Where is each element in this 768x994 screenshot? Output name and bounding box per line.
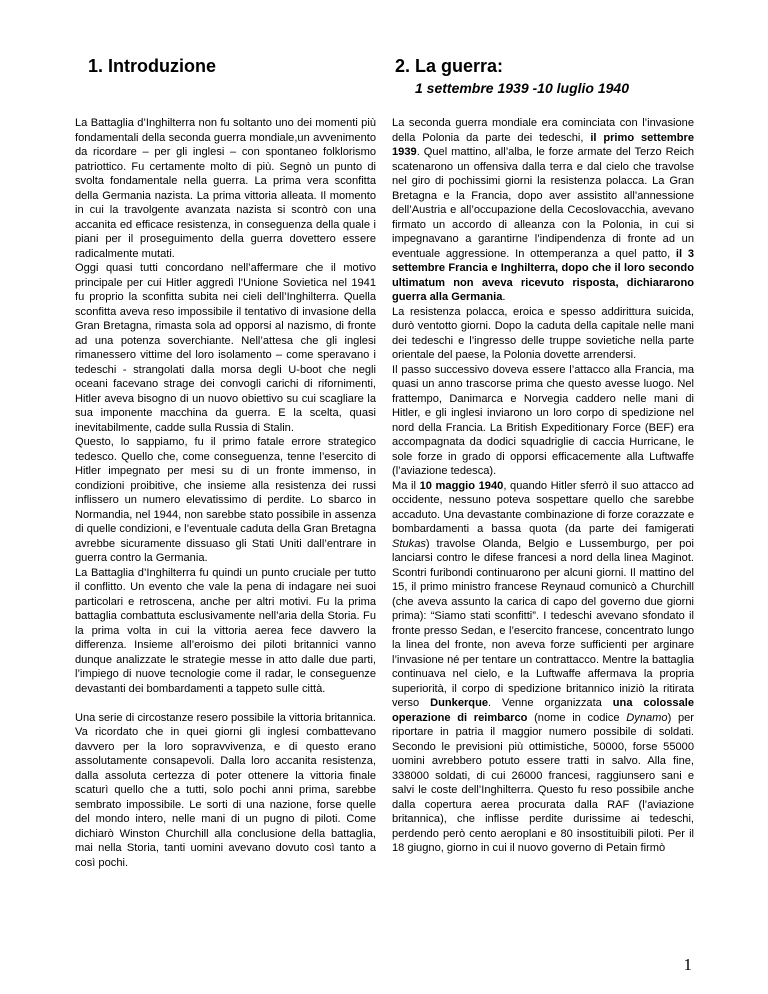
right-column-text	[392, 116, 694, 856]
paragraph: Il passo successivo doveva essere l’attacco alla Francia, ma quasi un anno trascorse prima che questo avesse luogo. Nel frattempo, Danimarca e Norvegia caddero nelle mani di Hitler, e gli inglesi inviarono un loro corpo di spedizione nel nord della Francia. La British Expeditionary Force (BEF) era accompagnata da dodici squadriglie di caccia Hurricane, le sole forze in grado di opporsi efficacemente alla Luftwaffe (l’aviazione tedesca).	[392, 363, 694, 477]
text-run: La seconda guerra mondiale era cominciata con l’invasione della Polonia da parte dei tedeschi,	[392, 117, 694, 144]
paragraph: Questo, lo sappiamo, fu il primo fatale errore strategico tedesco. Quello che, come conseguenza, tenne l’esercito di Hitler impegnato per mesi su di un fronte immenso, in condizioni proibitive, che insieme alla resistenza dei russi inflissero un numero elevatissimo di perdite. Lo sbarco in Normandia, nel 1944, non sarebbe stato possibile in assenza di quelle condizioni, e l’eventuale caduta della Gran Bretagna avrebbe sicuramente dissuaso gli Stati Uniti dall’entrare in guerra contro la Germania.	[75, 436, 376, 564]
text-run: ) travolse Olanda, Belgio e Lussemburgo, per poi lanciarsi contro le difese francesi a nord della linea Maginot. Scontri furibondi continuarono per alcuni giorni. Il mattino del 15, il primo ministro francese Reynaud comunicò a Churchill (che aveva assunto la carica di capo del governo due giorni prima): “Siamo stati sconfitti”. I tedeschi avevano sfondato il fronte presso Sedan, e l’esercito francese, concentrato lungo la linea del fronte, non aveva forze sufficienti per arginare l’invasione né per tentare un contrattacco. Mentre la battaglia continuava nel cielo, e la Luftwaffe affermava la propria superiorità, il corpo di spedizione britannico iniziò la ritirata verso	[392, 537, 694, 709]
text-run: Ma il	[392, 479, 420, 492]
paragraph	[392, 479, 694, 856]
bold-text: il 3 settembre Francia e Inghilterra, dopo che il loro secondo ultimatum non aveva ricevuto risposta, dichiararono guerra alla Germania	[392, 247, 694, 303]
bold-text: una colossale operazione di reimbarco	[392, 697, 694, 724]
text-run: . Venne organizzata	[488, 697, 613, 709]
paragraph: La Battaglia d’Inghilterra fu quindi un punto cruciale per tutto il conflitto. Un evento che vale la pena di indagare nei suoi particolari e retroscena, anche per altri motivi. Fu la prima battaglia combattuta esclusivamente nell’aria della Storia. Fu la prima volta in cui la vittoria aerea fece davvero la differenza. Insieme all’eroismo dei piloti britannici vanno dunque analizzate le strategie messe in atto dalle due parti, l’impiego di nuove tecnologie come il radar, le conseguenze devastanti dei bombardamenti a tappeto sulle città.	[75, 566, 376, 695]
bold-text: Dunkerque	[430, 697, 489, 709]
section-subheading-dates: 1 settembre 1939 -10 luglio 1940	[415, 80, 629, 96]
left-column-text	[75, 116, 376, 870]
paragraph	[392, 116, 694, 305]
bold-text: 10 maggio 1940	[419, 479, 504, 492]
italic-text: Stukas	[392, 537, 426, 550]
section-heading-introduzione: 1. Introduzione	[88, 56, 216, 76]
italic-text: Dynamo	[626, 711, 668, 724]
paragraph: Oggi quasi tutti concordano nell’affermare che il motivo principale per cui Hitler aggredì l’Unione Sovietica nel 1941 fu proprio la sconfitta subita nei cieli dell’Inghilterra. Quella sconfitta aveva reso impossibile il tentativo di invasione della Gran Bretagna, rimasta sola ad opporsi al nazismo, di fronte ad una potenza soverchiante. Nell’attesa che gli inglesi rimanessero vittime del loro isolamento – come speravano i tedeschi - strangolati dalla morsa degli U-boot che negli oceani facevano strage dei convogli carichi di rifornimenti, Hitler aveva bisogno di un nuovo obiettivo su cui scagliare la sua imponente macchina da guerra. E la scelta, quasi inevitabilmente, cadde sulla Russia di Stalin.	[75, 262, 376, 434]
paragraph: Una serie di circostanze resero possibile la vittoria britannica. Va ricordato che in quei giorni gli inglesi combattevano davvero per la loro sopravvivenza, e di questo erano assolutamente consapevoli. Dalla loro accanita resistenza, dalla assoluta certezza di poter ottenere la vittoria finale scaturì quello che a tutti, solo pochi anni prima, sarebbe sembrato impossibile. Le sorti di una nazione, forse quelle del mondo intero, nelle mani di un pugno di piloti. Come dichiarò Winston Churchill alla conclusione della battaglia, mai nella Storia, tanti uomini avevano dovuto così tanto a così pochi.	[75, 711, 376, 869]
text-run: ) per riportare in patria il maggior numero possibile di soldati. Secondo le previsioni più ottimistiche, 50000, forse 55000 uomini avrebbero potuto essere tratti in salvo. Alla fine, 338000 soldati, di cui 26000 francesi, raggiunsero sani e salvi le coste dell’Inghilterra. Questo fu reso possibile anche dalla copertura aerea procurata dalla RAF (l’aviazione britannica), che inflisse perdite durissime ai tedeschi, perdendo però cento aeroplani e 80 insostituibili piloti. Per il 18 giugno, giorno in cui il nuovo governo di Petain firmò	[392, 711, 694, 854]
text-run: , quando Hitler sferrò il suo attacco ad occidente, nessuno poteva sospettare quello che sarebbe accaduto. Una devastante combinazione di forze corazzate e bombardamenti a bassa quota (da parte dei famigerati	[392, 479, 694, 535]
text-run: . Quel mattino, all’alba, le forze armate del Terzo Reich scatenarono un offensiva dalla terra e dal cielo che travolse nel giro di pochissimi giorni la resistenza polacca. La Gran Bretagna e la Francia, dopo aver assistito all’annessione dell’Austria e all’occupazione della Cecoslovacchia, avevano firmato un accordo di alleanza con la Polonia, in cui si impegnavano a garantirne l’indipendenza di fronte ad un eventuale aggressione. In ottemperanza a quel patto,	[392, 146, 694, 260]
text-run: (nome in codice	[527, 711, 627, 724]
bold-text: il primo settembre 1939	[392, 131, 694, 158]
page-number: 1	[683, 955, 692, 974]
text-run: .	[502, 291, 506, 303]
section-heading-la-guerra: 2. La guerra:	[395, 56, 504, 76]
paragraph: La Battaglia d’Inghilterra non fu soltanto uno dei momenti più fondamentali della seconda guerra mondiale,un avvenimento da ricordare – per gli inglesi – con spontaneo folklorismo patriottico. Fu certamente molto di più. Segnò un punto di svolta fondamentale nella guerra. La prima vera sconfitta della Germania nazista. La prima vittoria alleata. Il momento in cui la travolgente avanzata nazista si scontrò con una accanita ed efficace resistenza, in conseguenza della quale i piani per il proseguimento della guerra dovettero essere radicalmente mutati.	[75, 117, 376, 260]
paragraph: La resistenza polacca, eroica e spesso addirittura suicida, durò ventotto giorni. Dopo la caduta della capitale nelle mani dei tedeschi e l’ingresso delle truppe sovietiche nella parte orientale del paese, la Polonia dovette arrendersi.	[392, 305, 694, 361]
